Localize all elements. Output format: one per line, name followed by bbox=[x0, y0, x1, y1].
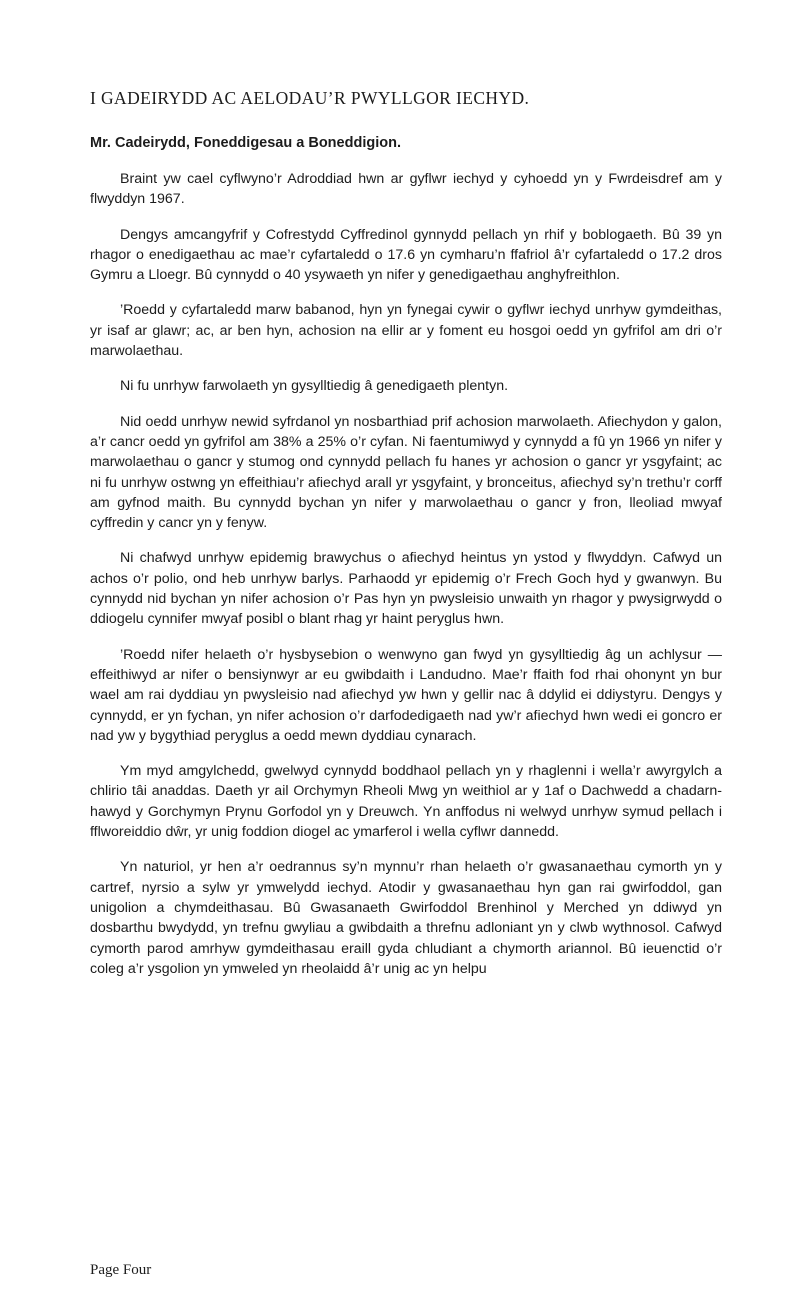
paragraph-population: Dengys amcangyfrif y Cofrestydd Cyffredinol gynnydd pellach yn rhif y boblogaeth. Bû 39 yn rhagor o enedigaethau ac mae’r cyfartaledd o 17.6 yn cymharu’n ffafriol â’r cyfartaledd o 17.2 dros Gymru a Lloegr. Bû cynnydd o 40 ysywaeth yn nifer y genedigaethau anghyfreithlon. bbox=[90, 226, 722, 284]
paragraph-infectious-disease: Ni chafwyd unrhyw epidemig brawychus o afiechyd heintus yn ystod y flwyddyn. Cafwyd un achos o’r polio, ond heb unrhyw barlys. Parhaodd yr epidemig o’r Frech Goch hyd y gwanwyn. Bu cynnydd nid bychan yn nifer achosion o’r Pas hyn yn pwysleisio unwaith yn rhagor y pwysigrwydd o ddiogelu cynnifer mwyaf posibl o blant rhag yr haint peryglus hwn. bbox=[90, 550, 722, 628]
paragraph-food-poisoning: ’Roedd nifer helaeth o’r hysbysebion o wenwyno gan fwyd yn gysylltiedig âg un achlysur — effeithiwyd ar nifer o bensiynwyr ar eu gwibdaith i Landudno. Mae’r ffaith fod rhai ohonynt yn bur wael am rai dyddiau yn pwysleisio nad afiechyd yw hwn y gellir nac â ddylid ei ddiystyru. Dengys y cynnydd, er yn fychan, yn nifer achosion o’r darfodedigaeth nad yw’r afiechyd hwn wedi ei goncro er nad yw y bygythiad peryglus a oedd mewn dyddiau cynarach. bbox=[90, 646, 722, 744]
report-heading: I GADEIRYDD AC AELODAU’R PWYLLGOR IECHYD. bbox=[90, 88, 530, 108]
paragraph-report-intro: Braint yw cael cyflwyno’r Adroddiad hwn ar gyflwr iechyd y cyhoedd yn y Fwrdeisdref am y flwyddyn 1967. bbox=[90, 171, 722, 208]
page-footer: Page Four bbox=[90, 1262, 152, 1278]
paragraph-infant-mortality: ’Roedd y cyfartaledd marw babanod, hyn yn fynegai cywir o gyflwr iechyd unrhyw gymdeithas, yr isaf ar glawr; ac, ar ben hyn, achosion na ellir ar y foment eu hosgoi oedd yn gyfrifol am dri o’r marwolaethau. bbox=[90, 302, 722, 360]
paragraph-maternal-deaths: Ni fu unrhyw farwolaeth yn gysylltiedig â genedigaeth plentyn. bbox=[120, 378, 509, 395]
document-page bbox=[90, 88, 722, 994]
salutation: Mr. Cadeirydd, Foneddigesau a Boneddigion. bbox=[90, 135, 401, 151]
paragraph-elderly-services: Yn naturiol, yr hen a’r oedrannus sy’n mynnu’r rhan helaeth o’r gwasanaethau cymorth yn y cartref, nyrsio a sylw yr ymwelydd iechyd. Atodir y gwasanaethau hyn gan rai gwirfoddol, gan unigolion a chymdeithasau. Bû Gwasanaeth Gwirfoddol Brenhinol y Merched yn ddiwyd yn dosbarthu bwydydd, yn trefnu gwyliau a gwibdaith a threfnu adloniant yn y clwb wythnosol. Cafwyd cymorth parod amrhyw gymdeithasau eraill gyda chludiant a chymorth ariannol. Bû ieuenctid o’r coleg a’r ysgolion yn ymweled yn rheolaidd â’r unig ac yn helpu bbox=[90, 859, 722, 977]
paragraph-causes-of-death: Nid oedd unrhyw newid syfrdanol yn nosbarthiad prif achosion marwolaeth. Afiechydon y galon, a’r cancr oedd yn gyfrifol am 38% a 25% o’r cyfan. Ni faentumiwyd y cynnydd a fû yn 1966 yn nifer y marwolaethau o gancr y stumog ond cynnydd pellach fu hanes yr achosion o gancr yr ysgyfaint; ac ni fu unrhyw ostwng yn effeithiau’r afiechyd arall yr ysgyfaint, y bronceitus, afiechyd sy’n trethu’r corff am gyfnod maith. Bu cynnydd bychan yn nifer y marwolaethau o gancr y fron, lleoliad mwyaf cyffredin y cancr yn y fenyw. bbox=[90, 413, 722, 532]
paragraph-environment: Ym myd amgylchedd, gwelwyd cynnydd boddhaol pellach yn y rhaglenni i wella’r awyrgylch a chlirio tâi anaddas. Daeth yr ail Orchymyn Rheoli Mwg yn weithiol ar y 1af o Dachwedd a chadarn-hawyd y Gorchymyn Prynu Gorfodol yn y Dreuwch. Yn anffodus ni welwyd unrhyw symud pellach i fflworeiddio dŵr, yr unig foddion diogel ac ymarferol i wella cyflwr dannedd. bbox=[90, 763, 722, 841]
